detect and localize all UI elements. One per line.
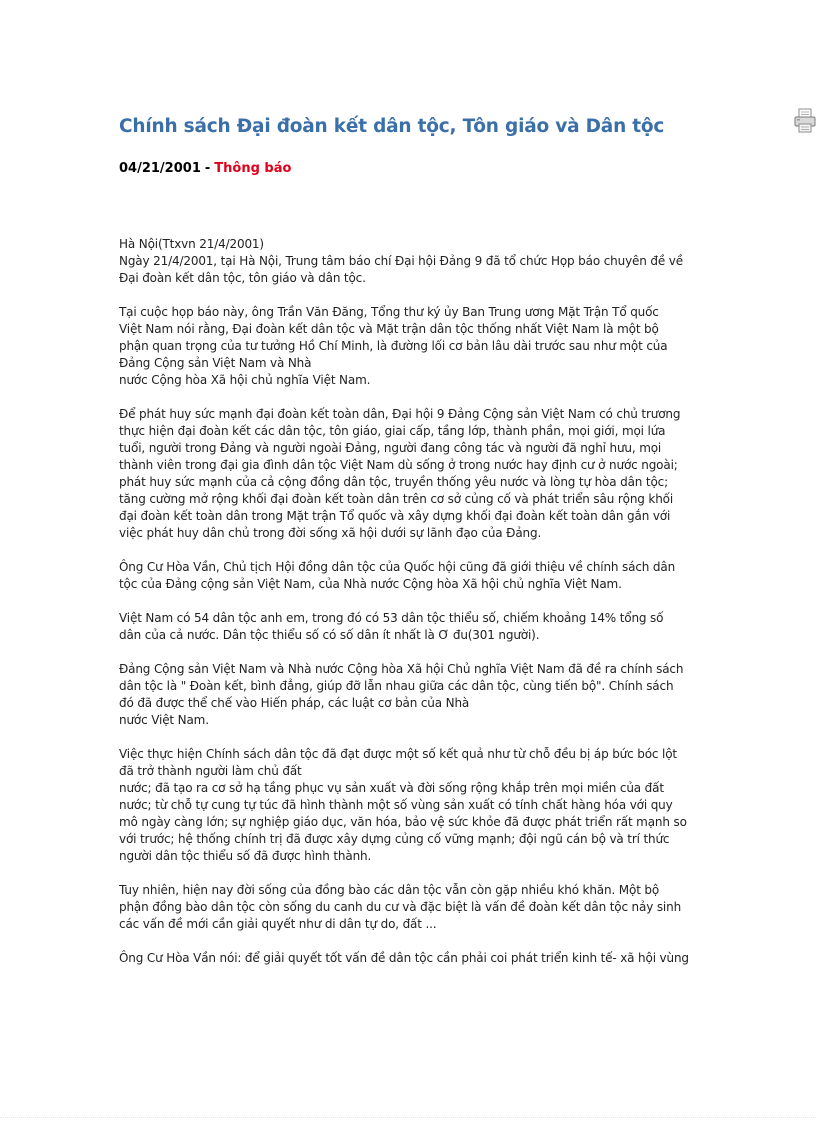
article-body [119,236,699,984]
article-date: 04/21/2001 [119,161,201,176]
article-title: Chính sách Đại đoàn kết dân tộc, Tôn giáo và Dân tộc [119,116,665,137]
paragraph: Hà Nội(Ttxvn 21/4/2001) Ngày 21/4/2001, tại Hà Nội, Trung tâm báo chí Đại hội Đảng 9 đã tổ chức Họp báo chuyên đề về Đại đoàn kết dân tộc, tôn giáo và dân tộc. [119,237,683,285]
article-meta [119,161,291,176]
paragraph: Ông Cư Hòa Vần, Chủ tịch Hội đồng dân tộc của Quốc hội cũng đã giới thiệu về chính sách dân tộc của Đảng cộng sản Việt Nam, của Nhà nước Cộng hòa Xã hội chủ nghĩa Việt Nam. [119,560,676,591]
paragraph: Việc thực hiện Chính sách dân tộc đã đạt được một số kết quả như từ chỗ đều bị áp bức bóc lột đã trở thành người làm chủ đất nước; đã tạo ra cơ sở hạ tầng phục vụ sản xuất và đời sống rộng khắp trên mọi miền của đất nước; từ chỗ tự cung tự túc đã hình thành một số vùng sản xuất có tính chất hàng hóa với quy mô ngày càng lớn; sự nghiệp giáo dục, văn hóa, bảo vệ sức khỏe đã được phát triển rất mạnh so với trước; hệ thống chính trị đã được xây dựng củng cố vững mạnh; đội ngũ cán bộ và trí thức người dân tộc thiểu số đã được hình thành. [119,747,687,863]
paragraph: Ông Cư Hòa Vần nói: để giải quyết tốt vấn đề dân tộc cần phải coi phát triển kinh tế- xã hội vùng [119,951,689,965]
page-divider [0,1117,816,1118]
paragraph: Tuy nhiên, hiện nay đời sống của đồng bào các dân tộc vẫn còn gặp nhiều khó khăn. Một bộ phận đồng bào dân tộc còn sống du canh du cư và đặc biệt là vấn đề đoàn kết dân tộc nảy sinh các vấn đề mới cần giải quyết như di dân tự do, đất ... [119,883,682,931]
printer-icon[interactable] [794,108,816,134]
paragraph: Việt Nam có 54 dân tộc anh em, trong đó có 53 dân tộc thiểu số, chiếm khoảng 14% tổng số dân của cả nước. Dân tộc thiểu số có số dân ít nhất là Ơ đu(301 người). [119,611,664,642]
paragraph: Để phát huy sức mạnh đại đoàn kết toàn dân, Đại hội 9 Đảng Cộng sản Việt Nam có chủ trương thực hiện đại đoàn kết các dân tộc, tôn giáo, giai cấp, tầng lớp, thành phần, mọi giới, mọi lứa tuổi, người trong Đảng và người ngoài Đảng, người đang công tác và người đã nghỉ hưu, mọi thành viên trong đại gia đình dân tộc Việt Nam dù sống ở trong nước hay định cư ở nước ngoài; phát huy sức mạnh của cả cộng đồng dân tộc, truyền thống yêu nước và lòng tự hòa dân tộc; tăng cường mở rộng khối đại đoàn kết toàn dân trên cơ sở củng cố và phát triển sâu rộng khối đại đoàn kết toàn dân trong Mặt trận Tổ quốc và xây dựng khối đại đoàn kết toàn dân gắn với việc phát huy dân chủ trong đời sống xã hội dưới sự lãnh đạo của Đảng. [119,407,681,540]
article-category[interactable]: Thông báo [214,161,292,176]
paragraph: Tại cuộc họp báo này, ông Trần Văn Đăng, Tổng thư ký ủy Ban Trung ương Mặt Trận Tổ quốc Việt Nam nói rằng, Đại đoàn kết dân tộc và Mặt trận dân tộc thống nhất Việt Nam là một bộ phận quan trọng của tư tưởng Hồ Chí Minh, là đường lối cơ bản lâu dài trước sau như một của Đảng Cộng sản Việt Nam và Nhà nước Cộng hòa Xã hội chủ nghĩa Việt Nam. [119,305,668,387]
meta-separator: - [204,161,211,176]
paragraph: Đảng Cộng sản Việt Nam và Nhà nước Cộng hòa Xã hội Chủ nghĩa Việt Nam đã đề ra chính sách dân tộc là " Đoàn kết, bình đẳng, giúp đỡ lẫn nhau giữa các dân tộc, cùng tiến bộ". Chính sách đó đã được thể chế vào Hiến pháp, các luật cơ bản của Nhà nước Việt Nam. [119,662,684,727]
